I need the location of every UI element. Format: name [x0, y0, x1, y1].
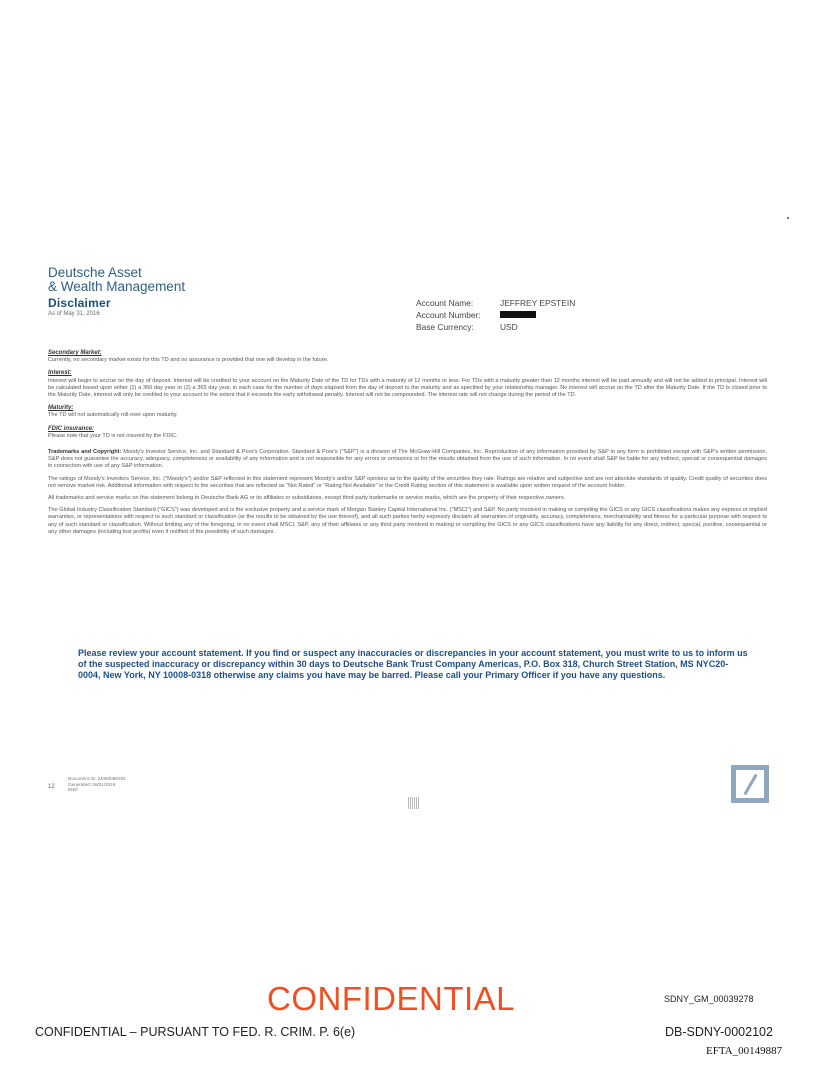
- generated-date: Generated: 06/01/2016: [68, 781, 116, 787]
- review-notice: Please review your account statement. If you find or suspect any inaccuracies or discrepancies in your account statement, you must write to us to inform us of the suspected inaccuracy or discrepancy within 30 days to Deutsche Bank Trust Company Americas, P.O. Box 318, Church Street Station, MS NYC20-0004, New York, NY 10008-0318 otherwise any claims you have may be barred. Please call your Primary Officer if you have any questions.: [78, 648, 748, 680]
- interest-heading: Interest:: [48, 370, 72, 377]
- base-currency-label: Base Currency:: [416, 322, 474, 332]
- brand-line-2: & Wealth Management: [48, 279, 186, 294]
- efta-bates: EFTA_00149887: [706, 1045, 783, 1057]
- barcode-icon: [408, 797, 420, 809]
- secondary-market-text: Currently, no secondary market exists for this TD and no assurance is provided that one will develop in the future.: [48, 357, 329, 364]
- brand-name: [48, 266, 185, 294]
- end-marker: END: [68, 787, 78, 793]
- account-info: [416, 297, 575, 333]
- gics-paragraph: The Global Industry Classification Standard ("GICS") was developed and is the exclusive property and a service mark of Morgan Stanley Capital International Inc. ("MSCI") and S&P. No party involved in making or compiling the GICS or any GICS classifications makes any express or implied warranties, or representations with respect to such standard or classification (or the results to be obtained by the use thereof), and all such parties herby expressly disclaim all warranties of originality, accuracy, completeness, merchantability and fitness for a particular purpose with respect to any of such standard or classification. Without limiting any of the foregoing, in no event shall MSCI, S&P, any of their affiliates or any third party involved in making or compiling the GICS or any GICS classifications have any liability for any direct, indirect, special, punitive, consequential or any other damages (including lost profits) even if notified of the possibility of such damages.: [48, 507, 767, 535]
- brand-line-1: Deutsche Asset: [48, 265, 142, 280]
- ratings-paragraph: The ratings of Moody's Investors Service, Inc. ("Moody's") and/or S&P reflected in this statement represent Moody's and/or S&P opinions as to the quality of the securities they rate. Ratings are relative and subjective and are not absolute standards of quality. Credit quality of securities does not remove market risk. Additional information with respect to the securities that are reflected as "Not Rated" or "Rating Not Available" in the Credit Rating section of this statement is available upon written request of the account holder.: [48, 475, 767, 489]
- db-sdny-bates: DB-SDNY-0002102: [665, 1025, 773, 1039]
- stray-mark: [787, 217, 789, 219]
- document-id: Document ID: 24050089182: [68, 776, 126, 781]
- maturity-text: The TD will not automatically roll-over upon maturity.: [48, 412, 178, 419]
- sdny-gm-bates: SDNY_GM_00039278: [664, 994, 754, 1004]
- logo-box-icon: [736, 770, 764, 798]
- all-trademarks-paragraph: All trademarks and service marks on this statement belong to Deutsche Bank AG or its affiliates or subsidiaries, except third-party trademarks or service marks, which are the property of their respective owners.: [48, 495, 566, 502]
- disclaimer-body: [48, 350, 767, 541]
- account-number-label: Account Number:: [416, 310, 481, 320]
- fdic-heading: FDIC insurance:: [48, 425, 95, 432]
- trademarks-paragraph: [48, 449, 767, 471]
- interest-text: Interest will begin to accrue on the day of deposit. Interest will be credited to your account on the Maturity Date of the TD for TDs with a maturity of 12 months or less. For TDs with a maturity greater than 12 months interest will be paid annually and will not be added to principal. Interest will be calculated based upon either (1) a 360 day year or (2) a 365 day year, in each case for the number of days elapsed from the day of deposit to the maturity and as specified by your relationship manager. No interest will accrue on the TD after the Maturity Date. If the TD is closed prior to the Maturity Date, interest will only be credited to your account to the extent that it exceeds the early withdrawal penalty. Interest will not be compounded. The interest rate will not change during the period of the TD.: [48, 377, 767, 399]
- maturity-heading: Maturity:: [48, 405, 74, 412]
- confidential-stamp: CONFIDENTIAL: [267, 980, 516, 1017]
- maturity-section: [48, 405, 767, 419]
- page-title: Disclaimer: [48, 296, 111, 310]
- page-number: 12: [48, 784, 55, 790]
- account-name-value: JEFFREY EPSTEIN: [500, 298, 576, 308]
- trademarks-text: Moody's Investor Service, Inc. and Standard & Poor's Corporation. Standard & Poor's ("S&P") is a division of The McGraw-Hill Companies, Inc. Reproduction of any information provided by S&P in any form is prohibited except with S&P's written permission. S&P does not guarantee the accuracy, adequacy, completeness or availability of any information and is not responsible for any errors or omissions or for the results obtained from the use of such information. In no event shall S&P be liable for any indirect, special or consequential damages in connection with use of any S&P information.: [48, 449, 767, 470]
- fdic-section: [48, 426, 767, 440]
- document-meta: [68, 776, 125, 793]
- secondary-market-heading: Secondary Market:: [48, 350, 102, 356]
- as-of-date: As of May 31, 2016: [48, 311, 100, 317]
- interest-section: [48, 370, 767, 399]
- logo-slash-icon: [743, 774, 757, 795]
- fdic-text: Please note that your TD is not insured by the FDIC.: [48, 432, 178, 439]
- account-name-label: Account Name:: [416, 298, 474, 308]
- account-number-redaction: [500, 311, 536, 318]
- trademarks-label: Trademarks and Copyright:: [48, 449, 122, 456]
- deutsche-bank-logo: [731, 765, 769, 803]
- secondary-market-section: [48, 350, 767, 364]
- fed-rule-notice: CONFIDENTIAL – PURSUANT TO FED. R. CRIM. P. 6(e): [35, 1025, 356, 1039]
- base-currency-value: USD: [500, 322, 518, 332]
